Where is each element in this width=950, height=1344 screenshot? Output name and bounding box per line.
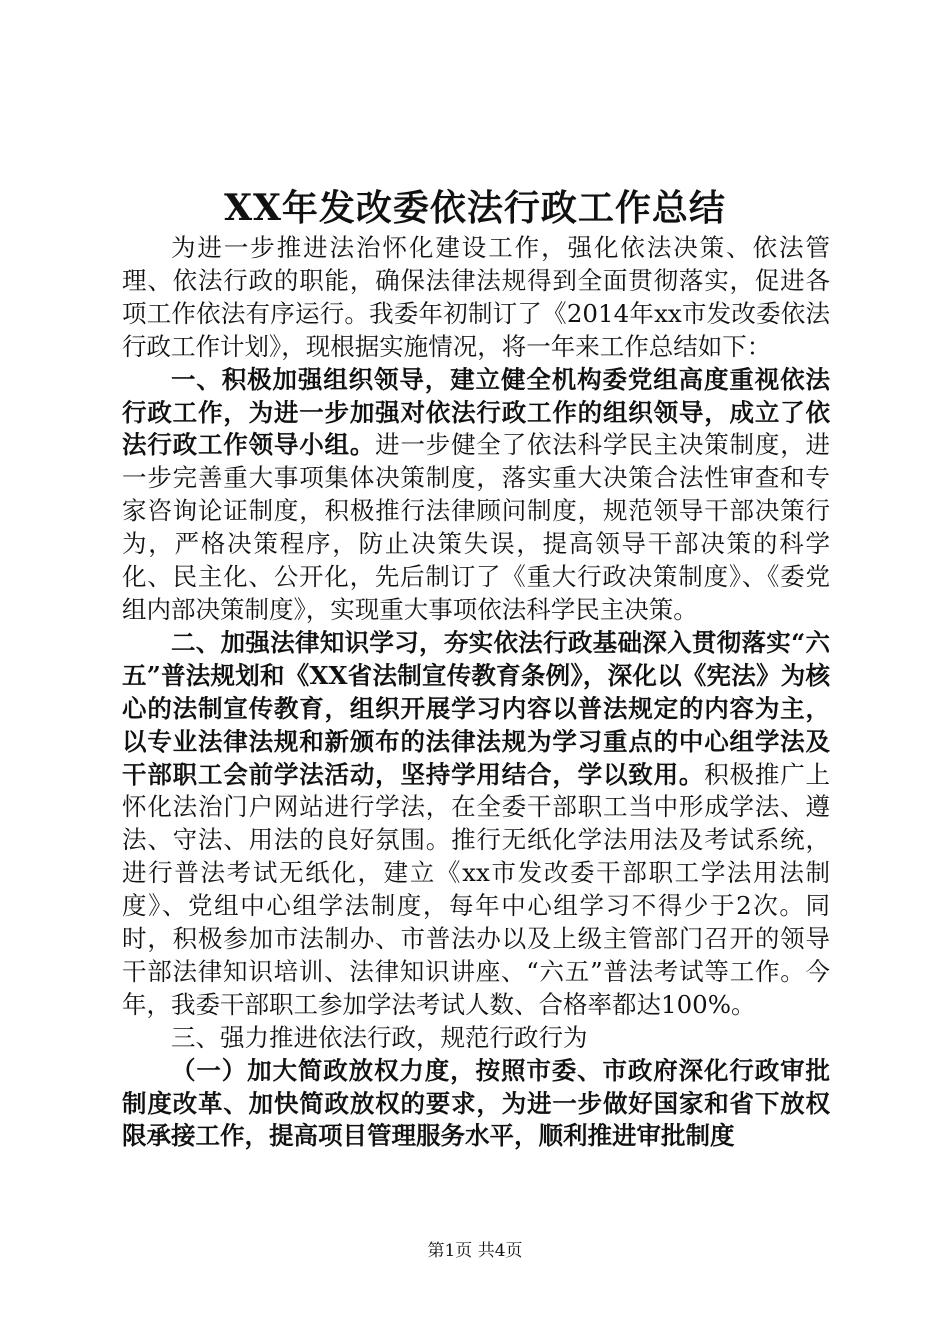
section-1-heading: 一、积极加强组织领导，建立健全机构委党组高度重视依法行政工作，为进一步加强对依法行政工作的组织领导，成立了依法行政工作领导小组。: [122, 364, 830, 460]
paragraph-section-3: [122, 1022, 830, 1055]
paragraph-section-1: [122, 364, 830, 627]
section-3-1-heading: （一）加大简政放权力度，按照市委、市政府深化行政审批制度改革、加快简政放权的要求，为进一步做好国家和省下放权限承接工作，提高项目管理服务水平，顺利推进审批制度: [122, 1055, 830, 1151]
paragraph-intro-text: 为进一步推进法治怀化建设工作，强化依法决策、依法管理、依法行政的职能，确保法律法规得到全面贯彻落实，促进各项工作依法有序运行。我委年初制订了《2014年xx市发改委依法行政工作计划》，现根据实施情况，将一年来工作总结如下：: [122, 233, 830, 361]
document-title: XX年发改委依法行政工作总结: [224, 187, 726, 229]
paragraph-intro: [122, 232, 830, 364]
paragraph-section-3-1: [122, 1055, 830, 1154]
page-footer: 第1页 共4页: [427, 1241, 523, 1261]
section-2-heading: 二、加强法律知识学习，夯实依法行政基础深入贯彻落实“六五”普法规划和《XX省法制宣传教育条例》，深化以《宪法》为核心的法制宣传教育，组织开展学习内容以普法规定的内容为主，以专业法律法规和新颁布的法律法规为学习重点的中心组学法及干部职工会前学法活动，坚持学用结合，学以致用。: [122, 627, 830, 789]
document-body: [122, 232, 830, 1153]
paragraph-section-2: [122, 627, 830, 1022]
section-3-heading: 三、强力推进依法行政，规范行政行为: [171, 1022, 588, 1052]
section-1-text: 进一步健全了依法科学民主决策制度，进一步完善重大事项集体决策制度，落实重大决策合法性审查和专家咨询论证制度，积极推行法律顾问制度，规范领导干部决策行为，严格决策程序，防止决策失误，提高领导干部决策的科学化、民主化、公开化，先后制订了《重大行政决策制度》、《委党组内部决策制度》，实现重大事项依法科学民主决策。: [122, 430, 831, 624]
section-2-text: 积极推广上怀化法治门户网站进行学法，在全委干部职工当中形成学法、遵法、守法、用法的良好氛围。推行无纸化学法用法及考试系统，进行普法考试无纸化，建立《xx市发改委干部职工学法用法制度》、党组中心组学法制度，每年中心组学习不得少于2次。同时，积极参加市法制办、市普法办以及上级主管部门召开的领导干部法律知识培训、法律知识讲座、“六五”普法考试等工作。今年，我委干部职工参加学法考试人数、合格率都达100%。: [122, 759, 831, 1019]
